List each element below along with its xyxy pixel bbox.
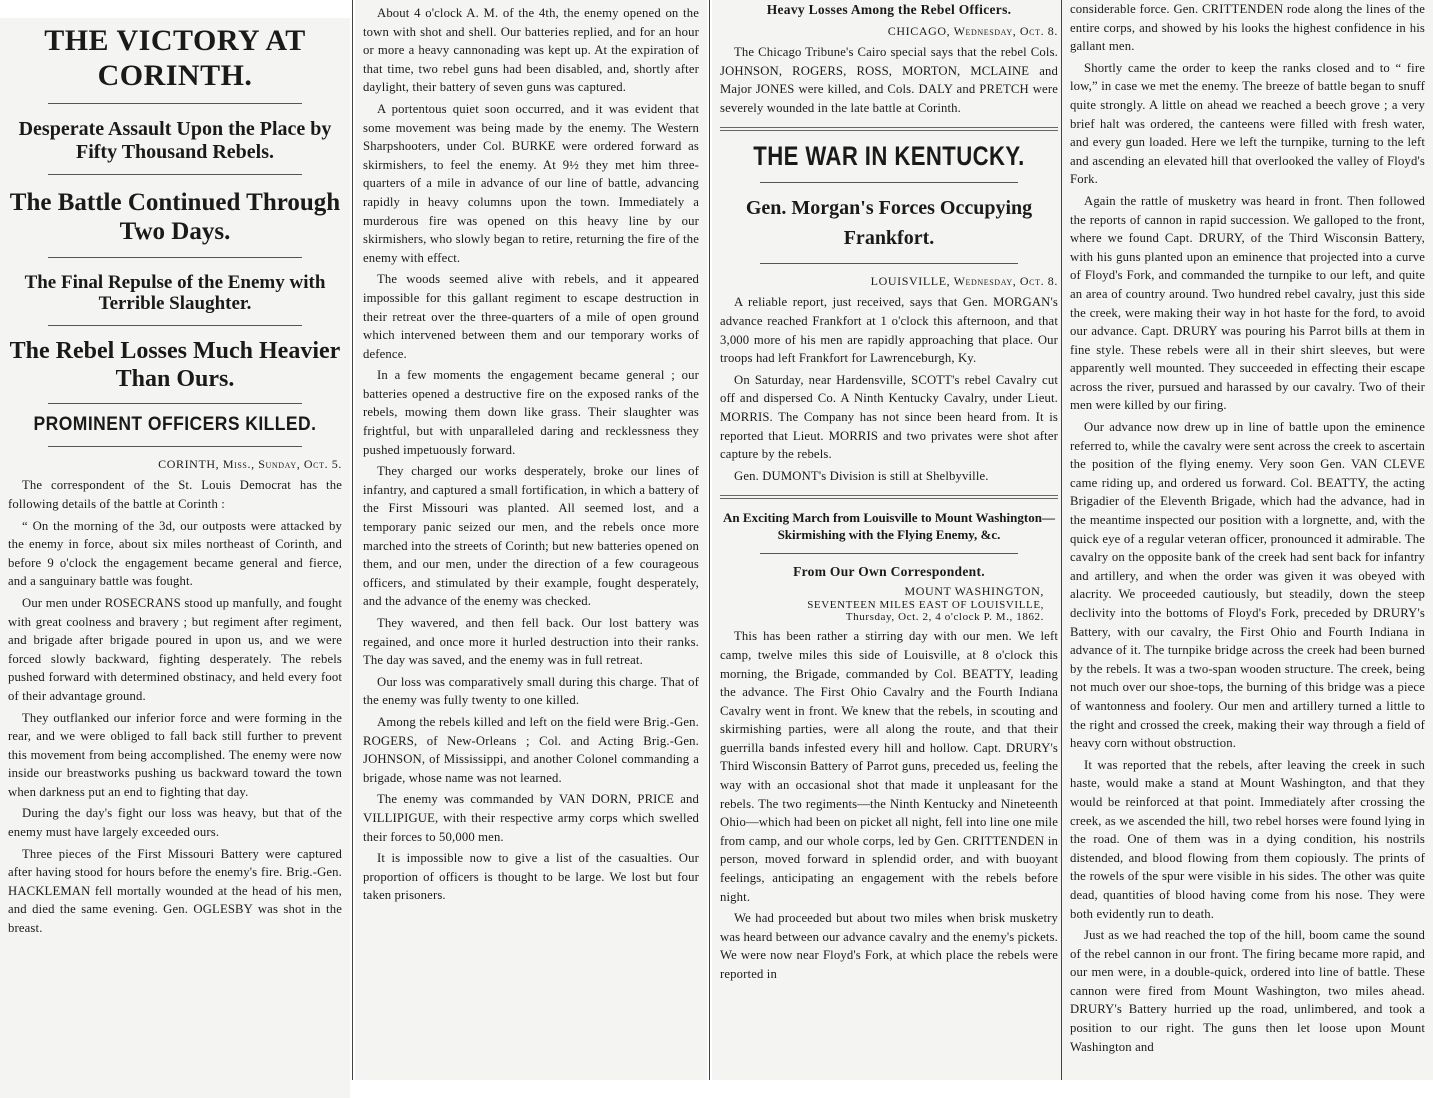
article-paragraph: Shortly came the order to keep the ranks closed and to “ fire low,” in case we met the enemy. The breeze of battle began to snuff quite strongly. A little on ahead we reached a beech grove ; a very brief halt was ordered, the canteens were filled with fresh water, and every gun loaded. Here we left the turnpike, turning to the left and ascending an elevated hill that overlooked the valley of Floyd's Fork. <box>1070 60 1425 187</box>
article-paragraph: Our loss was comparatively small during this charge. That of the enemy was fully twenty to one killed. <box>363 674 699 708</box>
article-body-march <box>720 627 1058 983</box>
dateline-corinth: CORINTH, Miss., Sunday, Oct. 5. <box>158 457 342 472</box>
article-paragraph: The Chicago Tribune's Cairo special says that the rebel Cols. JOHNSON, ROGERS, ROSS, MORTON, MCLAINE and Major JONES were killed, and Cols. DALY and PRETCH were severely wounded in the late battle at Corinth. <box>720 45 1058 115</box>
article-paragraph: Gen. DUMONT's Division is still at Shelbyville. <box>734 468 989 483</box>
deck-battle-continued: The Battle Continued Through Two Days. <box>9 189 341 245</box>
article-paragraph: About 4 o'clock A. M. of the 4th, the enemy opened on the town with shot and shell. Our batteries replied, and for an hour or more a heavy cannonading was kept up. At the expiration of that time, two rebel guns had been disabled, and, shortly after daylight, their battery of seven guns was captured. <box>363 6 699 95</box>
deck-prominent-officers: PROMINENT OFFICERS KILLED. <box>33 414 317 436</box>
dateline-date: Thursday, Oct. 2, 4 o'clock P. M., 1862. <box>845 611 1044 624</box>
divider <box>48 174 302 175</box>
divider <box>48 103 302 104</box>
article-paragraph: Again the rattle of musketry was heard in front. Then followed the reports of cannon in rapid succession. We galloped to the front, where we found Capt. DRURY, of the Third Wisconsin Battery, with his guns planted upon an eminence that projected into a curve of Floyd's Fork, and commanded the turnpike to our left, and quite an area of country around. Two hundred rebel cavalry, just this side the creek, were making their way in hot haste for the ford, to avoid our advance. Capt. DRURY was pouring his Parrot bills at them in fine style. These rebels were all in their shirt sleeves, but were apparently well mounted. They succeeded in effecting their escape across the river, pursued and harassed by our cavalry. Two of their men were killed by our firing. <box>1070 193 1425 413</box>
article-paragraph: Just as we had reached the top of the hill, boom came the sound of the rebel cannon in our front. The firing became more rapid, and our men were, in a double-quick, ordered into line of battle. These cannon were fired from Mount Washington, two miles ahead. DRURY's Battery hurried up the road, unlimbered, and took a position to our right. The guns then let loose upon Mount Washington and <box>1070 928 1425 1054</box>
divider <box>48 403 302 404</box>
article-paragraph: considerable force. Gen. CRITTENDEN rode along the lines of the entire corps, and showed by his looks the highest confidence in his gallant men. <box>1070 2 1425 54</box>
article-paragraph: A reliable report, just received, says that Gen. MORGAN's advance reached Frankfort at 1 o'clock this afternoon, and that 3,000 more of his men are rapidly approaching that place. Our troops had left Frankfort for Lawrenceburgh, Ky. <box>720 295 1058 366</box>
column-1 <box>0 18 350 1098</box>
article-paragraph: Three pieces of the First Missouri Battery were captured after having stood for hours before the enemy's fire. Brig.-Gen. HACKLEMAN fell mortally wounded at the head of his men, and died the same evening. Gen. OGLESBY was shot in the breast. <box>8 846 342 936</box>
article-paragraph: This has been rather a stirring day with our men. We left camp, twelve miles this side of Louisville, at 8 o'clock this morning, the Brigade, commanded by Col. BEATTY, leading the advance. The First Ohio Cavalry and the Fourth Indiana Cavalry went in front. We knew that the rebels, in scouting and skirmishing parties, were all along the route, and that their guerrilla bands infested every hill and hollow. Capt. DRURY's Third Wisconsin Battery of Parrot guns, preceded us, feeling the way with an occasional shot that made it unpleasant for the rebels. The two regiments—the Ninth Kentucky and Nineteenth Ohio—which had been on picket all night, fell into line one mile from camp, and our whole corps, led by Gen. CRITTENDEN in person, moved forward in splendid order, and with buoyant feelings, anticipating an engagement with the rebels before night. <box>720 629 1058 904</box>
article-paragraph: A portentous quiet soon occurred, and it was evident that some movement was being made by the enemy. The Western Sharpshooters, under Col. BURKE were ordered forward as skirmishers, to feel the enemy. At 9½ they met him three-quarters of a mile in advance of our line of battle, advancing rapidly in heavy columns upon the town. Immediately a murderous fire was opened on this heavy line by our skirmishers, who slowly began to retire, returning the fire of the enemy with effect. <box>363 101 699 265</box>
article-paragraph: It was reported that the rebels, after leaving the creek in such haste, would make a stand at Mount Washington, and that they would be reinforced at that point. Immediately after crossing the creek, as we ascended the hill, two rebel horses were found lying in the road. One of them was in a dying condition, his nostrils distended, and blood flowing from them copiously. The prints of the rowels of the spur were visible in his sides. The other was quite dead, quantities of blood having come from his nose. They were both evidently run to death. <box>1070 757 1425 921</box>
divider <box>760 182 1018 183</box>
article-paragraph: They wavered, and then fell back. Our lost battery was regained, and once more it hurled destruction into their ranks. The day was saved, and the enemy was in full retreat. <box>363 616 699 668</box>
article-paragraph: The correspondent of the St. Louis Democrat has the following details of the battle at Corinth : <box>8 478 342 511</box>
article-paragraph: The woods seemed alive with rebels, and it appeared impossible for this gallant regiment to escape destruction in their retreat over the three-quarters of a mile of open ground which intervened between them and our temporary works of defence. <box>363 272 699 361</box>
article-paragraph: On Saturday, near Hardensville, SCOTT's rebel Cavalry cut off and dispersed Co. A Ninth Kentucky Cavalry, under Lieut. MORRIS. The Company has not since been heard from. It is reported that Lieut. MORRIS and two privates were shot after capture by the rebels. <box>720 372 1058 462</box>
article-paragraph: In a few moments the engagement became general ; our batteries opened a destructive fire on the exposed ranks of the rebels, mowing them down like grass. Their slaughter was frightful, but with unparalleled daring and recklessness they pushed impetuously forward. <box>363 368 699 457</box>
dateline-mount-washington: MOUNT WASHINGTON, <box>904 584 1044 599</box>
divider <box>720 127 1058 131</box>
divider <box>48 325 302 326</box>
deck-morgans-forces: Gen. Morgan's Forces Occupying Frankfort. <box>745 197 1033 250</box>
column-rule <box>709 0 710 1080</box>
dateline-louisville: LOUISVILLE, Wednesday, Oct. 8. <box>870 274 1058 289</box>
column-2 <box>355 0 707 1080</box>
divider <box>48 257 302 258</box>
divider <box>760 553 1018 554</box>
divider <box>760 263 1018 264</box>
article-body-corinth <box>8 476 342 937</box>
article-paragraph: They charged our works desperately, broke our lines of infantry, and captured a small fortification, in which a battery of the First Missouri was planted. All seemed lost, and a temporary panic seized our men, and the rebels once more marched into the streets of Corinth; but new batteries opened on them, and our men, under the direction of a few courageous officers, and stimulated by their example, fought desperately, and the advance of the enemy was checked. <box>363 464 699 609</box>
headline-victory-at-corinth: THE VICTORY AT CORINTH. <box>44 24 306 92</box>
byline-own-correspondent: From Our Own Correspondent. <box>793 564 985 580</box>
deck-desperate-assault: Desperate Assault Upon the Place by Fifty Thousand Rebels. <box>18 118 332 163</box>
article-paragraph: We had proceeded but about two miles when brisk musketry was heard between our advance cavalry and the enemy's pickets. We were now near Floyd's Fork, at which place the rebels were reported in <box>720 911 1058 981</box>
article-paragraph: The enemy was commanded by VAN DORN, PRICE and VILLIPIGUE, with their respective army corps which swelled their forces to 50,000 men. <box>363 792 699 844</box>
deck-final-repulse: The Final Repulse of the Enemy with Terrible Slaughter. <box>24 271 326 315</box>
headline-exciting-march: An Exciting March from Louisville to Mount Washington—Skirmishing with the Flying Enemy, &c. <box>723 510 1055 543</box>
column-4 <box>1062 0 1433 1080</box>
article-body-kentucky <box>720 293 1058 485</box>
article-paragraph: They outflanked our inferior force and were forming in the rear, and we were obliged to fall back still further to prevent this movement from being accomplished. The enemy were now inside our breastworks pushing us backward toward the town when darkness put an end to fighting that day. <box>8 710 342 799</box>
headline-war-in-kentucky: THE WAR IN KENTUCKY. <box>753 141 1025 172</box>
headline-heavy-losses: Heavy Losses Among the Rebel Officers. <box>766 2 1012 17</box>
deck-rebel-losses: The Rebel Losses Much Heavier Than Ours. <box>9 338 341 392</box>
column-rule <box>352 0 353 1080</box>
article-paragraph: “ On the morning of the 3d, our outposts were attacked by the enemy in force, about six miles northeast of Corinth, and before 9 o'clock the engagement became general and fierce, and a sanguinary battle was fought. <box>8 518 342 589</box>
column-3 <box>712 0 1066 1080</box>
divider <box>720 495 1058 499</box>
article-body-corinth-continued <box>363 4 699 905</box>
article-paragraph: During the day's fight our loss was heavy, but that of the enemy must have largely exceeded ours. <box>8 806 342 840</box>
article-body-march-continued <box>1070 0 1425 1056</box>
divider <box>48 446 302 447</box>
dateline-chicago: CHICAGO, Wednesday, Oct. 8. <box>887 24 1058 38</box>
dateline-seventeen-miles: SEVENTEEN MILES EAST OF LOUISVILLE, <box>807 599 1044 612</box>
article-paragraph: Our men under ROSECRANS stood up manfully, and fought with great coolness and bravery ; but regiment after regiment, and brigade after brigade poured in upon us, and we were forced slowly backward, fighting desperately. The rebels pushed forward with determined obstinacy, and held every foot of their advantage ground. <box>8 595 342 703</box>
article-paragraph: Among the rebels killed and left on the field were Brig.-Gen. ROGERS, of New-Orleans ; Col. and Acting Brig.-Gen. JOHNSON, of Mississippi, and another Colonel commanding a brigade, whose name was not learned. <box>363 714 699 785</box>
article-paragraph: Our advance now drew up in line of battle upon the eminence referred to, while the cavalry were sent across the creek to ascertain the position of the flying enemy. Very soon Gen. VAN CLEVE came riding up, and ordered us forward. Col. BEATTY, the acting Brigadier of the Eleventh Brigade, which had the advance, had in the meantime inspected our position with a lorgnette, and, with the quick eye of a regular veteran officer, pronounced it admirable. The cavalry on the opposite bank of the creek had sent back for infantry and artillery, and when the order was given it was obeyed with alacrity. We proceeded cautiously, but steadily, down the steep declivity into the bottoms of Floyd's Fork, preceded by DRURY's Battery, with our cavalry, the First Ohio and Fourth Indiana in advance of it. The turnpike bridge across the creek had been burned by the rebels. It was a two-span wooden structure. The creek, being not much over our shoe-tops, the burning of this bridge was a piece of wantonness and foolery. Our men and artillery turned a little to the right and crossed the creek, making their way through a field of heavy corn without obstruction. <box>1070 420 1425 751</box>
article-paragraph: It is impossible now to give a list of the casualties. Our proportion of officers is thought to be large. We lost but four taken prisoners. <box>363 851 699 903</box>
